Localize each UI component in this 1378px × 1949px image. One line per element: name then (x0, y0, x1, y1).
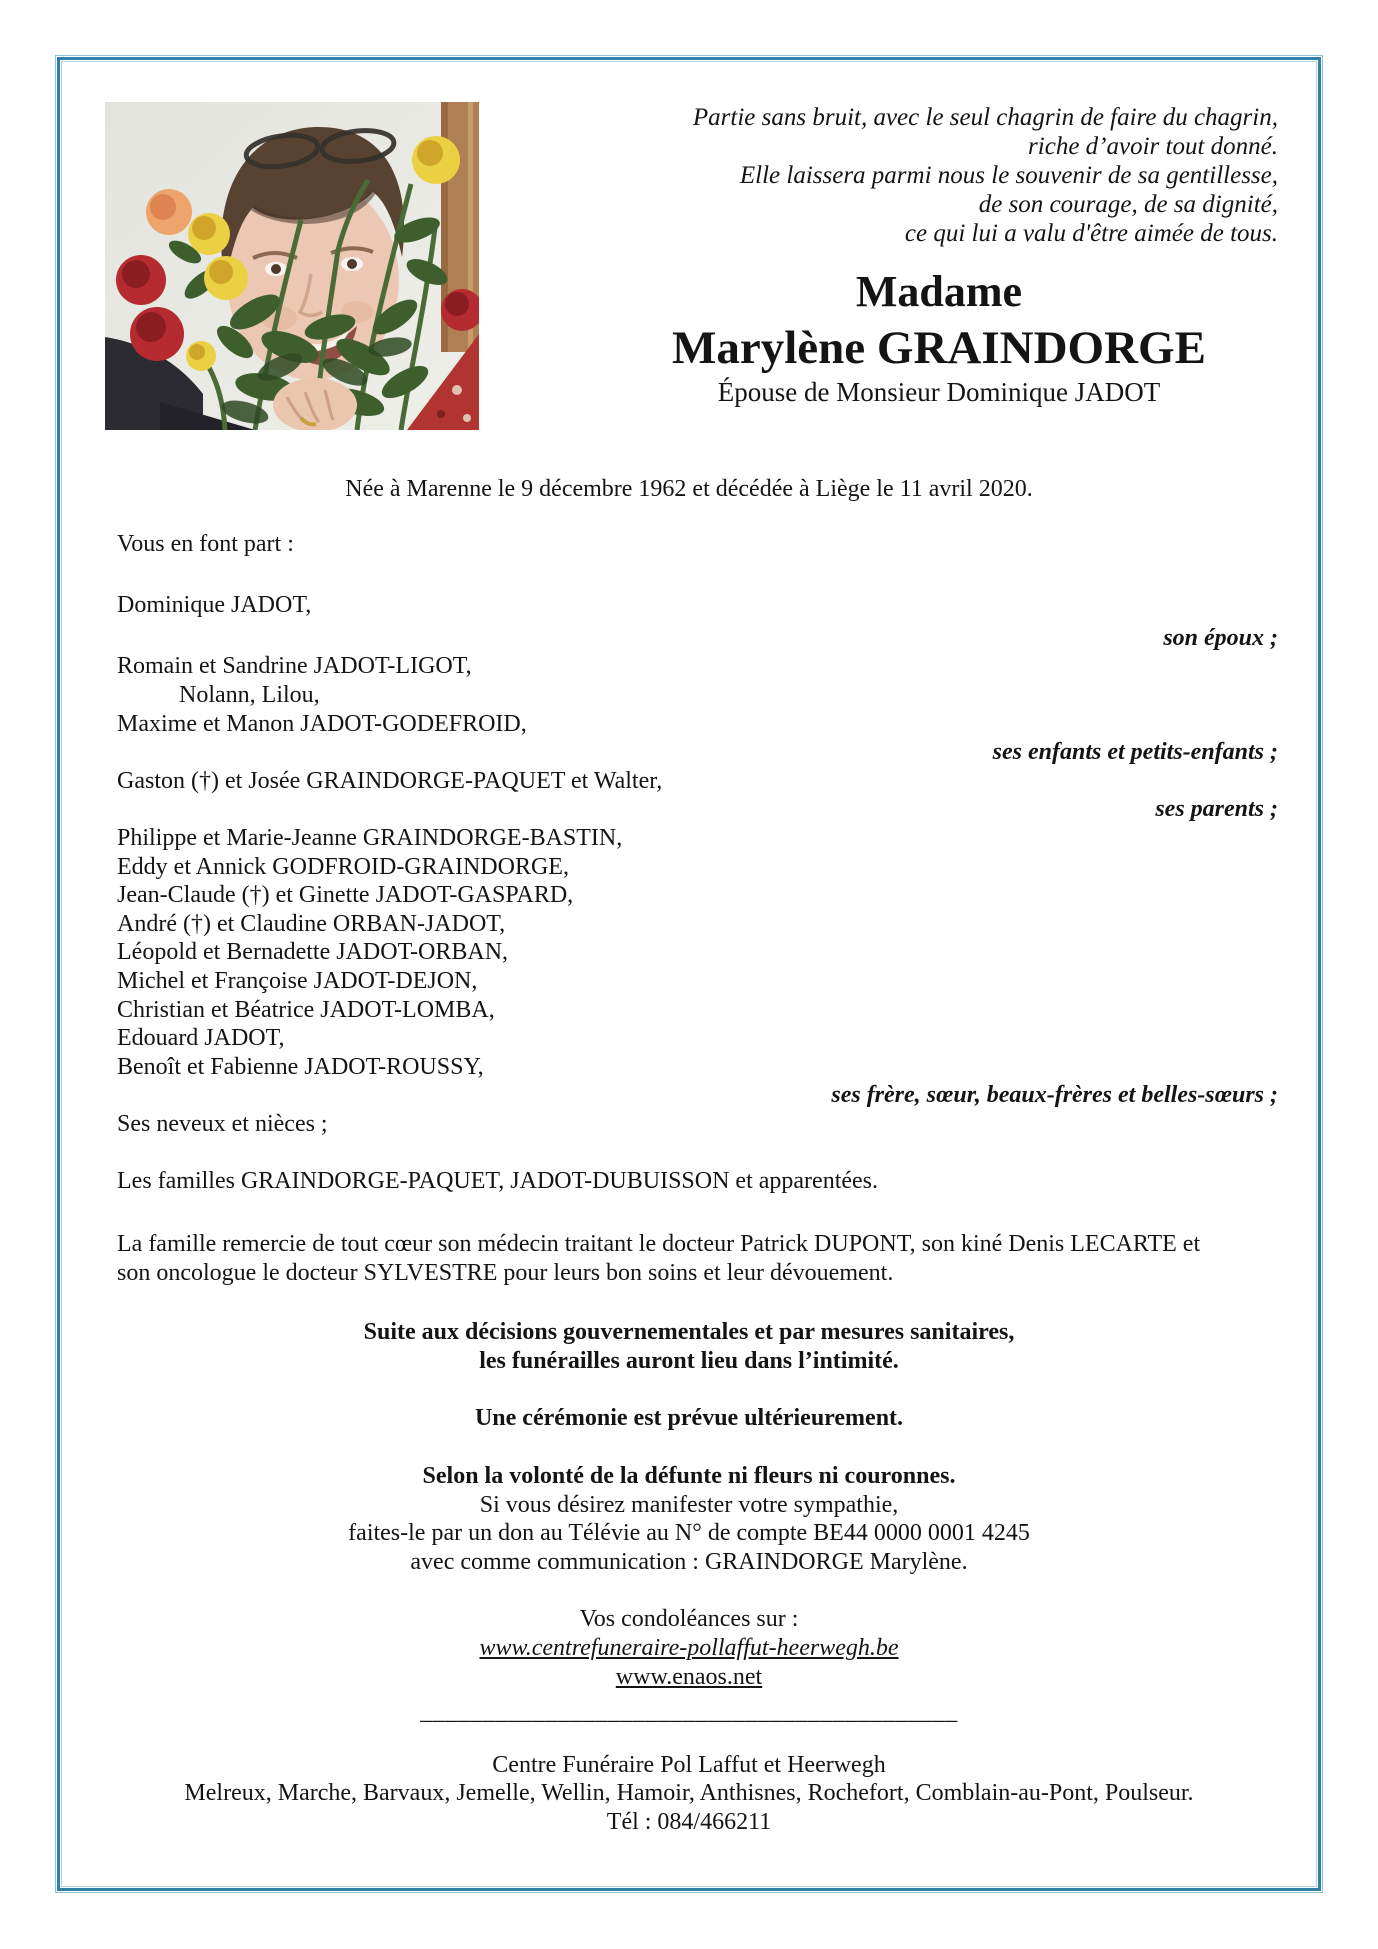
relation-label-children: ses enfants et petits-enfants ; (992, 739, 1278, 766)
funeral-notice-line: les funérailles auront lieu dans l’intimité. (479, 1347, 899, 1374)
funeral-notice (62, 1318, 1316, 1375)
family-announcement (62, 530, 1316, 1196)
spouse-line: Épouse de Monsieur Dominique JADOT (717, 377, 1161, 407)
family-member-line: Gaston (†) et Josée GRAINDORGE-PAQUET et Walter, (117, 767, 663, 794)
family-member-line: Dominique JADOT, (117, 592, 312, 619)
family-member-line: Edouard JADOT, (117, 1025, 285, 1052)
separator-line: ___________________________________________ (420, 1699, 958, 1726)
nephews-line: Ses neveux et nièces ; (117, 1110, 328, 1137)
funeral-home-footer (62, 1751, 1316, 1837)
family-member-line: Maxime et Manon JADOT-GODEFROID, (117, 710, 527, 737)
donation-section (62, 1491, 1316, 1577)
thanks-line: son oncologue le docteur SYLVESTRE pour leurs bon soins et leur dévouement. (117, 1259, 894, 1286)
epitaph-line: riche d’avoir tout donné. (1028, 133, 1278, 160)
epitaph-line: ce qui lui a valu d'être aimée de tous. (904, 220, 1278, 247)
funeral-notice-line: Suite aux décisions gouvernementales et par mesures sanitaires, (363, 1319, 1015, 1346)
header-section (62, 62, 1316, 475)
family-member-line: Léopold et Bernadette JADOT-ORBAN, (117, 939, 509, 966)
thanks-section (62, 1230, 1316, 1287)
page-border-frame (55, 55, 1323, 1893)
donation-line: faites-le par un don au Télévie au N° de compte BE44 0000 0001 4245 (348, 1520, 1030, 1547)
family-member-line-grandchildren: Nolann, Lilou, (179, 681, 320, 708)
family-member-line: Romain et Sandrine JADOT-LIGOT, (117, 653, 472, 680)
condolences-site-link[interactable]: www.centrefuneraire-pollaffut-heerwegh.be (479, 1635, 899, 1661)
funeral-home-name: Centre Funéraire Pol Laffut et Heerwegh (492, 1751, 886, 1778)
enaos-site-link[interactable]: www.enaos.net (615, 1663, 763, 1690)
family-member-line: Benoît et Fabienne JADOT-ROUSSY, (117, 1053, 484, 1080)
family-member-line: Jean-Claude (†) et Ginette JADOT-GASPARD, (117, 882, 574, 909)
family-member-line: Philippe et Marie-Jeanne GRAINDORGE-BASTIN, (117, 824, 623, 851)
portrait-photo-illustration (105, 102, 479, 430)
flowers-line: Selon la volonté de la défunte ni fleurs ni couronnes. (422, 1463, 956, 1490)
birth-death-line: Née à Marenne le 9 décembre 1962 et décédée à Liège le 11 avril 2020. (345, 476, 1033, 502)
condolences-section (62, 1605, 1316, 1691)
epitaph-quote (492, 103, 1278, 248)
deceased-name: Marylène GRAINDORGE (672, 322, 1206, 374)
funeral-home-phone: Tél : 084/466211 (606, 1808, 772, 1835)
salutation: Madame (855, 267, 1023, 316)
ceremony-line: Une cérémonie est prévue ultérieurement. (474, 1405, 904, 1432)
relation-label-spouse: son époux ; (1163, 624, 1278, 651)
relation-label-siblings: ses frère, sœur, beaux-frères et belles-sœurs ; (831, 1082, 1278, 1109)
deceased-title-block (582, 264, 1296, 409)
condolences-label: Vos condoléances sur : (579, 1606, 799, 1633)
donation-line: Si vous désirez manifester votre sympathie, (479, 1491, 899, 1518)
families-line: Les familles GRAINDORGE-PAQUET, JADOT-DUBUISSON et apparentées. (117, 1168, 879, 1195)
announcement-intro: Vous en font part : (117, 530, 294, 557)
funeral-home-cities: Melreux, Marche, Barvaux, Jemelle, Wellin, Hamoir, Anthisnes, Rochefort, Comblain-au-Pont, Poulseur. (184, 1780, 1194, 1807)
epitaph-line: Elle laissera parmi nous le souvenir de sa gentillesse, (739, 162, 1278, 189)
family-member-line: Michel et Françoise JADOT-DEJON, (117, 967, 478, 994)
epitaph-line: Partie sans bruit, avec le seul chagrin de faire du chagrin, (692, 104, 1278, 131)
family-member-line: Eddy et Annick GODFROID-GRAINDORGE, (117, 853, 569, 880)
family-member-line: André (†) et Claudine ORBAN-JADOT, (117, 910, 506, 937)
relation-label-parents: ses parents ; (1155, 796, 1278, 823)
epitaph-line: de son courage, de sa dignité, (978, 191, 1278, 218)
thanks-line: La famille remercie de tout cœur son médecin traitant le docteur Patrick DUPONT, son kiné Denis LECARTE et (117, 1231, 1201, 1258)
portrait-photo (105, 102, 479, 430)
family-member-line: Christian et Béatrice JADOT-LOMBA, (117, 996, 495, 1023)
page-content (62, 62, 1316, 1886)
donation-line: avec comme communication : GRAINDORGE Marylène. (410, 1548, 968, 1575)
